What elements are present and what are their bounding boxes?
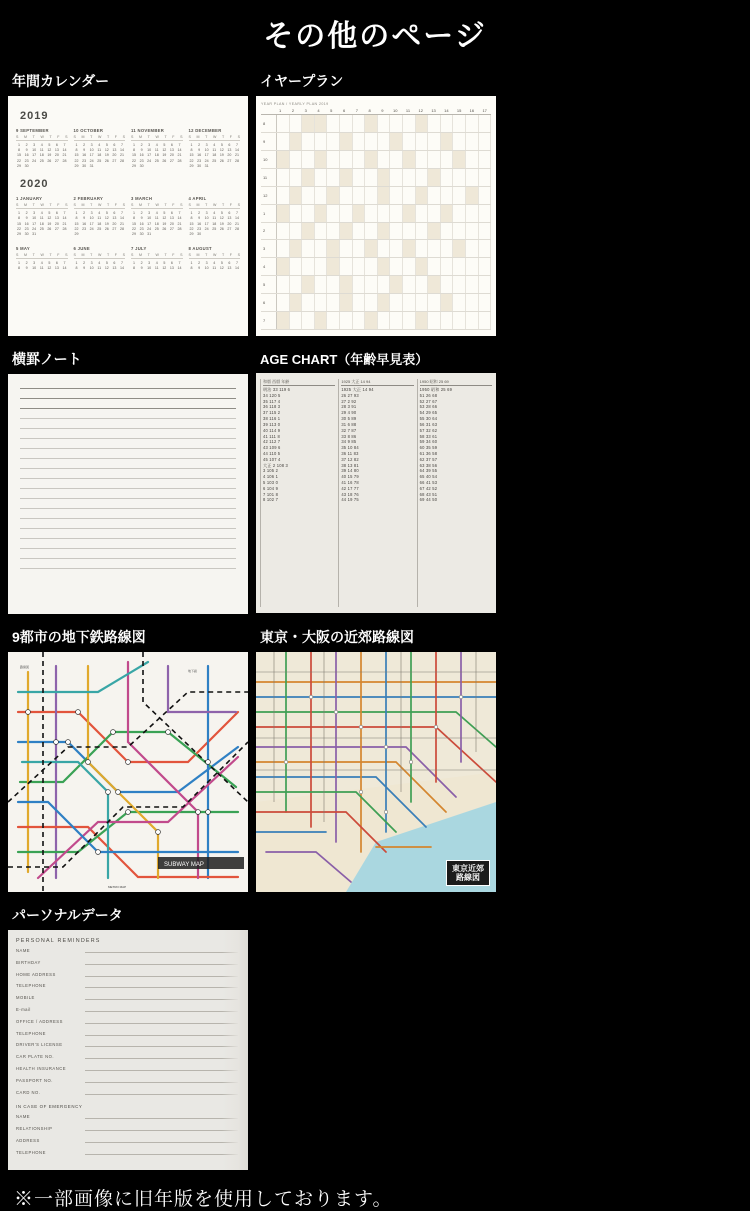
field-line	[85, 1125, 238, 1131]
age-chart-line: 53 28 66	[419, 404, 438, 410]
age-chart-line: 52 27 67	[419, 398, 438, 404]
year-plan-columns: 1 2 3 4 5 6 7 8 9 10 11 12 13 14 15 16 17	[261, 108, 491, 115]
personal-data-emergency-heading: IN CASE OF EMERGENCY	[16, 1104, 83, 1110]
year-plan-heading: YEAR PLAN / YEARLY PLAN 2019	[261, 102, 329, 106]
field-line	[85, 982, 238, 988]
age-chart-line: 38 116 1	[263, 416, 281, 422]
calendar-dow: S M T W T F S	[73, 253, 125, 258]
note-line	[20, 398, 236, 399]
card-subway-map[interactable]	[8, 622, 248, 892]
age-chart-line: 63 38 56	[419, 462, 438, 468]
calendar-month: 9 SEPTEMBER S M T W T F S 1 2 3 4 5 6 7 8 9 10 11 12 13 14 15 16 17 18 19 20 21 22 23 24 25 26 27 28 29 30	[16, 128, 68, 169]
svg-text:地下鉄: 地下鉄	[188, 669, 198, 673]
field-label: MOBILE	[16, 995, 35, 1001]
field-line	[85, 1018, 238, 1024]
field-line	[85, 1149, 238, 1155]
age-chart-line: 34 120 5	[263, 392, 281, 398]
page-edge-shadow	[222, 930, 248, 1170]
age-chart-line: 29 4 90	[341, 410, 357, 416]
calendar-month: 12 DECEMBER S M T W T F S 1 2 3 4 5 6 7 8 9 10 11 12 13 14 15 16 17 18 19 20 21 22 23 24 25 26 27 28 29 30 31	[188, 128, 240, 169]
personal-data-row	[16, 994, 238, 1000]
field-line	[85, 1065, 238, 1071]
age-chart-header: 1950 昭和 25 69	[420, 379, 492, 386]
thumbnail-subway-map	[8, 652, 248, 892]
svg-text:SUBWAY MAP: SUBWAY MAP	[164, 862, 204, 868]
age-chart-line: 43 109 6	[263, 445, 281, 451]
note-line	[20, 498, 236, 499]
field-line	[85, 971, 238, 977]
field-line	[85, 994, 238, 1000]
age-chart-column	[260, 379, 335, 607]
calendar-dow: S M T W T F S	[188, 253, 240, 258]
age-chart-line: 54 29 65	[419, 410, 438, 416]
age-chart-line: 30 5 89	[341, 416, 357, 422]
field-label: PASSPORT NO.	[16, 1077, 53, 1083]
personal-data-row	[16, 982, 238, 988]
field-label: NAME	[16, 1114, 31, 1120]
age-chart-line: 26 27 93	[341, 392, 359, 398]
suburb-map-badge-line1: 東京近郊	[452, 863, 484, 873]
personal-data-row	[16, 1149, 238, 1155]
personal-data-row	[16, 947, 238, 953]
field-label: BIRTHDAY	[16, 959, 41, 965]
calendar-dow: S M T W T F S	[73, 135, 125, 139]
field-line	[85, 1030, 238, 1036]
thumbnail-suburb-map	[256, 652, 496, 892]
calendar-dow: S M T W T F S	[131, 135, 183, 139]
personal-data-row	[16, 971, 238, 977]
field-label: TELEPHONE	[16, 1030, 46, 1036]
age-chart-line: 60 35 59	[419, 445, 438, 451]
field-label: RELATIONSHIP	[16, 1126, 53, 1132]
field-label: CARD NO.	[16, 1089, 41, 1095]
age-chart-line: 61 36 58	[419, 450, 438, 456]
card-year-calendar[interactable]	[8, 66, 248, 336]
age-chart-line: 65 40 54	[419, 474, 438, 480]
calendar-dow: S M T W T F S	[73, 203, 125, 208]
card-title-subway-map: 9都市の地下鉄路線図	[12, 629, 146, 645]
card-title-suburb-map: 東京・大阪の近郊路線図	[260, 629, 414, 645]
field-line	[85, 1089, 238, 1095]
age-chart-line: 32 7 87	[341, 427, 357, 433]
field-line	[85, 1137, 238, 1143]
age-chart-line: 39 14 80	[341, 468, 359, 474]
age-chart-header: 1925 大正 14 94	[341, 379, 413, 386]
personal-data-image	[8, 930, 248, 1170]
calendar-month-name: 5 MAY	[16, 246, 30, 252]
age-chart-line: 4 106 1	[263, 474, 279, 480]
thumbnail-ruled-note	[8, 374, 248, 614]
calendar-month-name: 12 DECEMBER	[188, 128, 222, 133]
personal-data-row	[16, 1065, 238, 1071]
field-label: HOME ADDRESS	[16, 971, 56, 977]
card-ruled-note[interactable]	[8, 344, 248, 614]
field-label: TELEPHONE	[16, 1149, 46, 1155]
age-chart-line: 55 30 64	[419, 416, 438, 422]
age-chart-line: 69 44 50	[419, 497, 438, 503]
field-label: HEALTH INSURANCE	[16, 1065, 67, 1071]
note-line	[20, 428, 236, 429]
field-line	[85, 1077, 238, 1083]
calendar-month-name: 8 AUGUST	[188, 246, 212, 252]
calendar-year-2020: 2020	[20, 178, 49, 191]
calendar-month-name: 2 FEBRUARY	[73, 196, 104, 202]
card-suburb-map[interactable]	[256, 622, 496, 892]
note-line	[20, 418, 236, 419]
age-chart-line: 33 8 86	[341, 433, 357, 439]
field-line	[85, 1041, 238, 1047]
age-chart-line: 31 6 88	[341, 421, 357, 427]
age-chart-line: 68 43 51	[419, 491, 438, 497]
age-chart-line: 37 12 82	[341, 456, 359, 462]
svg-text:路線図: 路線図	[20, 665, 30, 669]
calendar-month: 4 APRIL S M T W T F S 1 2 3 4 5 6 7 8 9 10 11 12 13 14 15 16 17 18 19 20 21 22 23 24 25 26 27 28 29 30	[188, 196, 240, 237]
calendar-month: 8 AUGUST S M T W T F S 1 2 3 4 5 6 7 8 9 10 11 12 13 14	[188, 246, 240, 271]
age-chart-line: 36 118 3	[263, 404, 281, 410]
personal-data-row	[16, 1137, 238, 1143]
calendar-month-name: 7 JULY	[131, 246, 147, 252]
age-chart-line: 34 9 85	[341, 439, 357, 445]
ruled-note-image	[8, 374, 248, 614]
suburb-map-badge	[446, 860, 490, 886]
calendar-dow: S M T W T F S	[16, 135, 68, 139]
age-chart-line: 43 18 76	[341, 491, 359, 497]
note-line	[20, 478, 236, 479]
suburb-map-svg	[256, 652, 496, 892]
field-label: DRIVER'S LICENSE	[16, 1042, 63, 1048]
calendar-year-2019: 2019	[20, 110, 49, 122]
note-line	[20, 568, 236, 569]
personal-data-row	[16, 1041, 238, 1047]
subway-map-image	[8, 652, 248, 892]
age-chart-line: 6 104 9	[263, 485, 279, 491]
age-chart-column	[338, 379, 413, 607]
note-line	[20, 538, 236, 539]
note-line	[20, 518, 236, 519]
thumbnail-personal-data	[8, 930, 248, 1170]
card-personal-data[interactable]	[8, 900, 248, 1170]
age-chart-line: 35 117 4	[263, 398, 281, 404]
age-chart-line: 27 2 92	[341, 398, 357, 404]
calendar-month-row	[16, 246, 240, 270]
field-label: TELEPHONE	[16, 983, 46, 989]
personal-data-row	[16, 1018, 238, 1024]
personal-data-row	[16, 1089, 238, 1095]
year-calendar-image	[8, 96, 248, 336]
calendar-month-name: 1 JANUARY	[16, 196, 43, 202]
note-line	[20, 548, 236, 549]
note-line	[20, 388, 236, 389]
personal-data-row	[16, 1006, 238, 1012]
age-chart-line: 42 112 7	[263, 439, 281, 445]
field-label: E-mail	[16, 1006, 31, 1012]
calendar-month: 10 OCTOBER S M T W T F S 1 2 3 4 5 6 7 8 9 10 11 12 13 14 15 16 17 18 19 20 21 22 23 24 25 26 27 28 29 30 31	[73, 128, 125, 169]
age-chart-image	[256, 373, 496, 613]
calendar-month-name: 6 JUNE	[73, 246, 90, 252]
personal-data-row	[16, 1113, 238, 1119]
age-chart-line: 62 37 57	[419, 456, 438, 462]
age-chart-line: 28 3 91	[341, 404, 357, 410]
field-line	[85, 959, 238, 965]
personal-data-row	[16, 1030, 238, 1036]
calendar-month: 7 JULY S M T W T F S 1 2 3 4 5 6 7 8 9 10 11 12 13 14	[131, 246, 183, 271]
age-chart-line: 66 41 53	[419, 480, 438, 485]
age-chart-line: 39 113 0	[263, 421, 281, 427]
field-line	[85, 1006, 238, 1012]
calendar-month-row	[16, 128, 240, 168]
field-label: OFFICE / ADDRESS	[16, 1018, 63, 1024]
page-header	[0, 0, 750, 66]
note-line	[20, 488, 236, 489]
card-age-chart[interactable]	[256, 344, 496, 614]
field-line	[85, 1053, 238, 1059]
age-chart-column	[417, 379, 492, 607]
note-line	[20, 448, 236, 449]
card-title-year-calendar: 年間カレンダー	[12, 73, 110, 89]
age-chart-line: 44 110 5	[263, 450, 281, 456]
thumbnail-grid	[0, 66, 750, 1170]
thumbnail-year-plan	[256, 96, 496, 336]
age-chart-line: 36 11 83	[341, 450, 359, 456]
calendar-month: 1 JANUARY S M T W T F S 1 2 3 4 5 6 7 8 9 10 11 12 13 14 15 16 17 18 19 20 21 22 23 24 25 26 27 28 29 30 31	[16, 196, 68, 237]
note-line	[20, 528, 236, 529]
field-line	[85, 1113, 238, 1119]
age-chart-line: 3 105 2	[263, 468, 279, 474]
age-chart-line: 42 17 77	[341, 485, 359, 491]
card-year-plan[interactable]	[256, 66, 496, 336]
age-chart-line: 51 26 68	[419, 392, 438, 398]
age-chart-line: 64 39 55	[419, 468, 438, 474]
field-line	[85, 947, 238, 953]
age-chart-line: 59 34 60	[419, 439, 438, 445]
note-line	[20, 438, 236, 439]
age-chart-line: 40 15 79	[341, 474, 359, 480]
personal-data-row	[16, 1077, 238, 1083]
personal-data-row	[16, 959, 238, 965]
subway-map-svg	[8, 652, 248, 892]
calendar-dow: S M T W T F S	[131, 253, 183, 258]
card-title-year-plan: イヤープラン	[260, 73, 344, 89]
age-chart-line: 1925 大正 14 94	[341, 387, 374, 392]
age-chart-line: 1950 昭和 25 69	[419, 387, 453, 392]
age-chart-line: 41 111 8	[263, 433, 280, 439]
page-title: その他のページ	[263, 20, 487, 53]
age-chart-line: 5 103 0	[263, 480, 279, 485]
age-chart-line: 大正 2 108 3	[263, 462, 288, 468]
footnote: ※一部画像に旧年版を使用しております。	[14, 1189, 393, 1210]
calendar-month: 6 JUNE S M T W T F S 1 2 3 4 5 6 7 8 9 10 11 12 13 14	[73, 246, 125, 271]
card-title-ruled-note: 横罫ノート	[12, 351, 82, 367]
calendar-month-name: 10 OCTOBER	[73, 128, 104, 133]
age-chart-header: 和暦 西暦 年齢	[263, 379, 335, 386]
calendar-month: 5 MAY S M T W T F S 1 2 3 4 5 6 7 8 9 10 11 12 13 14	[16, 246, 68, 271]
age-chart-line: 57 32 62	[419, 427, 438, 433]
calendar-month: 2 FEBRUARY S M T W T F S 1 2 3 4 5 6 7 8 9 10 11 12 13 14 15 16 17 18 19 20 21 22 23 24 25 26 27 28 29	[73, 196, 125, 237]
personal-data-row	[16, 1053, 238, 1059]
calendar-month-name: 11 NOVEMBER	[131, 128, 165, 133]
svg-text:METRO MAP: METRO MAP	[108, 885, 127, 889]
suburb-map-badge-line2: 路線図	[456, 872, 480, 882]
field-label: ADDRESS	[16, 1137, 40, 1143]
age-chart-line: 7 101 8	[263, 491, 279, 497]
calendar-dow: S M T W T F S	[188, 135, 240, 139]
calendar-month-name: 3 MARCH	[131, 196, 153, 202]
note-line	[20, 458, 236, 459]
calendar-month: 3 MARCH S M T W T F S 1 2 3 4 5 6 7 8 9 10 11 12 13 14 15 16 17 18 19 20 21 22 23 24 25 26 27 28 29 30 31	[131, 196, 183, 237]
age-chart-line: 41 16 78	[341, 480, 359, 485]
field-label: NAME	[16, 948, 31, 953]
age-chart-line: 8 102 7	[263, 497, 279, 503]
note-line	[20, 508, 236, 509]
note-line	[20, 558, 236, 559]
thumbnail-age-chart	[256, 373, 496, 613]
age-chart-line: 35 10 84	[341, 445, 359, 451]
calendar-month-name: 9 SEPTEMBER	[16, 128, 49, 133]
note-line	[20, 468, 236, 469]
age-chart-line: 56 31 63	[419, 421, 438, 427]
calendar-dow: S M T W T F S	[131, 203, 183, 208]
calendar-month-row	[16, 196, 240, 236]
suburb-map-image	[256, 652, 496, 892]
thumbnail-year-calendar	[8, 96, 248, 336]
card-title-age-chart: AGE CHART（年齢早見表）	[260, 352, 429, 367]
calendar-month: 11 NOVEMBER S M T W T F S 1 2 3 4 5 6 7 8 9 10 11 12 13 14 15 16 17 18 19 20 21 22 23 24 25 26 27 28 29 30	[131, 128, 183, 169]
age-chart-line: 44 19 75	[341, 497, 359, 503]
age-chart-line: 37 115 2	[263, 410, 281, 416]
calendar-month-name: 4 APRIL	[188, 196, 207, 202]
calendar-dow: S M T W T F S	[16, 253, 68, 258]
age-chart-line: 明治 33 119 6	[263, 387, 291, 392]
age-chart-line: 58 33 61	[419, 433, 438, 439]
age-chart-line: 45 107 4	[263, 456, 281, 462]
age-chart-line: 38 13 81	[341, 462, 359, 468]
personal-data-heading: PERSONAL REMINDERS	[16, 938, 101, 944]
year-plan-image	[256, 96, 496, 336]
year-plan-rows: 8 9 10 11 12 1 2 3 4 5 6 7	[261, 115, 491, 330]
calendar-dow: S M T W T F S	[188, 203, 240, 208]
field-label: CAR PLATE NO.	[16, 1054, 55, 1060]
age-chart-line: 67 42 52	[419, 485, 438, 491]
personal-data-row	[16, 1125, 238, 1131]
card-title-personal-data: パーソナルデータ	[12, 907, 123, 923]
note-line	[20, 408, 236, 409]
calendar-dow: S M T W T F S	[16, 203, 68, 208]
age-chart-line: 40 114 9	[263, 427, 281, 433]
